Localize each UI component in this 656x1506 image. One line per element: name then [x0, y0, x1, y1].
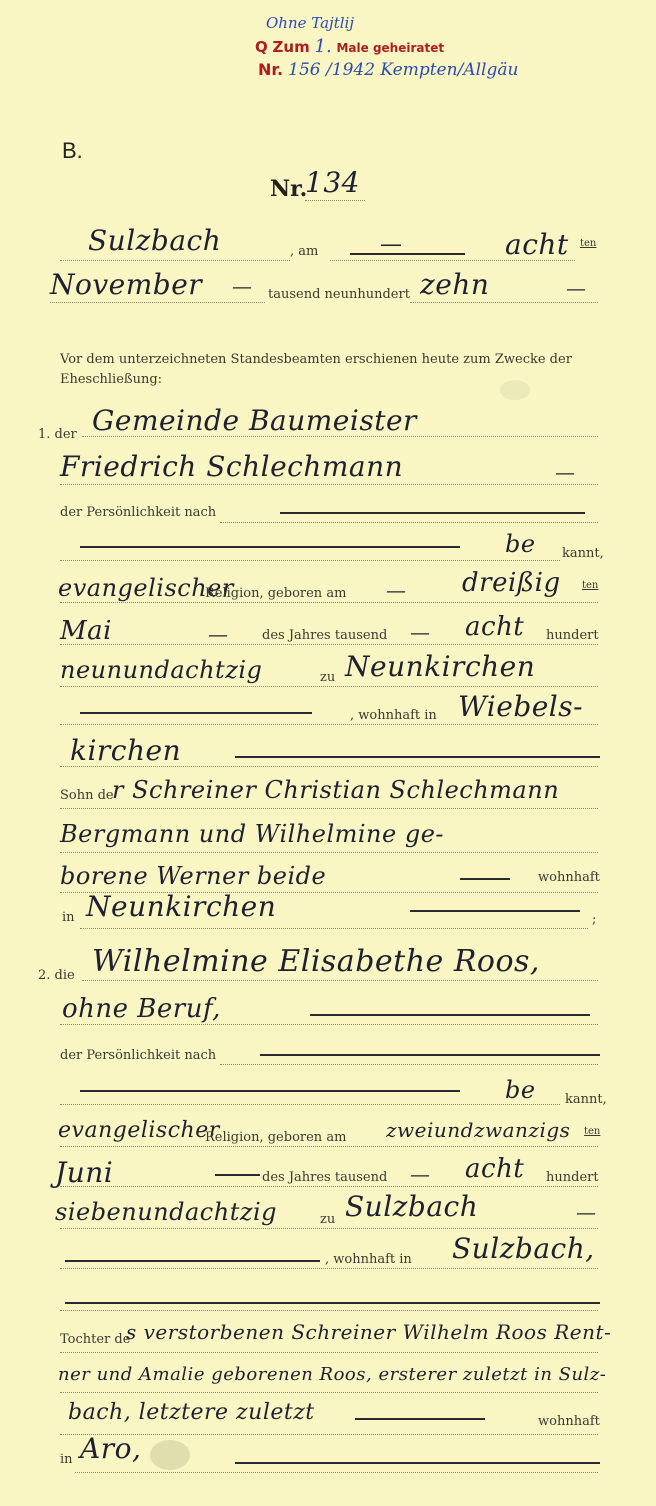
- stamp-prefix: Q: [255, 38, 268, 56]
- groom-occupation: Gemeinde Baumeister: [92, 404, 417, 437]
- blank-rule: [80, 546, 460, 548]
- blank-rule: [65, 1302, 600, 1304]
- place: Sulzbach: [88, 224, 222, 257]
- bride-year-dash: —: [410, 1162, 431, 1186]
- groom-hundert-label: hundert: [546, 628, 599, 643]
- bride-residence: Sulzbach,: [452, 1232, 595, 1265]
- day-dash: —: [380, 232, 403, 257]
- groom-end-semicolon: ;: [592, 912, 597, 927]
- groom-residence-label: , wohnhaft in: [350, 708, 437, 723]
- blank-rule: [410, 910, 580, 912]
- groom-month-dash: —: [208, 622, 229, 646]
- bride-name: Wilhelmine Elisabethe Roos,: [92, 944, 540, 979]
- am-label: , am: [290, 244, 319, 259]
- stamp-number: 1.: [314, 36, 332, 57]
- dotted-line: [60, 1024, 598, 1025]
- year-value: zehn: [420, 268, 490, 301]
- blank-rule: [310, 1014, 590, 1016]
- groom-year-label: des Jahres tausend: [262, 628, 388, 643]
- groom-birth-year: neunundachtzig: [60, 656, 263, 684]
- record-number-value: 134: [305, 166, 360, 199]
- blank-rule: [80, 712, 312, 714]
- bride-hundert-label: hundert: [546, 1170, 599, 1185]
- dotted-line: [82, 436, 598, 437]
- blank-rule: [280, 512, 585, 514]
- dotted-line: [60, 686, 598, 687]
- dotted-line: [60, 1352, 598, 1353]
- dotted-line: [60, 260, 290, 261]
- groom-identity-label: der Persönlichkeit nach: [60, 505, 217, 520]
- groom-residence-2: kirchen: [70, 734, 182, 767]
- bride-in-label: in: [60, 1452, 73, 1467]
- groom-name-dash: —: [555, 460, 576, 484]
- bride-birth-ten: ten: [584, 1126, 601, 1137]
- dotted-line: [60, 1228, 598, 1229]
- bride-parents-3: bach, letztere zuletzt: [68, 1400, 315, 1425]
- groom-zu-label: zu: [320, 670, 336, 685]
- dotted-line: [60, 1186, 598, 1187]
- dotted-line: [60, 602, 598, 603]
- bride-year-label: des Jahres tausend: [262, 1170, 388, 1185]
- blank-rule: [260, 1054, 600, 1056]
- groom-birth-day: dreißig: [462, 568, 561, 598]
- blank-rule: [460, 878, 510, 880]
- dotted-line: [305, 200, 365, 201]
- groom-religion-label: Religion, geboren am: [205, 586, 347, 601]
- groom-birthplace: Neunkirchen: [345, 650, 536, 683]
- groom-number: 1. der: [38, 427, 77, 442]
- groom-parents-wohnhaft: wohnhaft: [538, 870, 600, 885]
- paper-stain: [500, 380, 530, 400]
- stamp-nr: Nr.: [258, 60, 284, 79]
- bride-parents-place: Aro,: [80, 1432, 142, 1465]
- dotted-line: [60, 1104, 560, 1105]
- dotted-line: [82, 980, 598, 981]
- year-label: tausend neunhundert: [268, 287, 410, 302]
- groom-parents-2: Bergmann und Wilhelmine ge-: [60, 820, 445, 848]
- dotted-line: [60, 644, 598, 645]
- dotted-line: [330, 260, 575, 261]
- bride-birthplace-dash: —: [576, 1200, 597, 1224]
- groom-parents-place: Neunkirchen: [86, 890, 277, 923]
- blank-rule: [350, 253, 465, 255]
- blank-rule: [65, 1260, 320, 1262]
- groom-name: Friedrich Schlechmann: [60, 450, 404, 483]
- blank-rule: [355, 1418, 485, 1420]
- groom-birth-dash: —: [386, 578, 407, 602]
- groom-parents-3: borene Werner beide: [60, 862, 327, 890]
- groom-religion: evangelischer: [58, 574, 234, 602]
- bride-birth-year: siebenundachtzig: [55, 1198, 278, 1226]
- year-dash: —: [232, 274, 253, 298]
- dotted-line: [220, 522, 598, 523]
- blank-rule: [235, 1462, 600, 1464]
- blank-rule: [215, 1174, 260, 1176]
- bride-religion: evangelischer: [58, 1118, 220, 1143]
- dotted-line: [75, 1472, 598, 1473]
- record-number-label: Nr.: [270, 176, 308, 202]
- groom-birth-month: Mai: [60, 616, 112, 646]
- stamp-line2: [255, 36, 444, 57]
- bride-known-label: kannt,: [565, 1092, 607, 1107]
- bride-parents-wohnhaft: wohnhaft: [538, 1414, 600, 1429]
- bride-zu-label: zu: [320, 1212, 336, 1227]
- blank-rule: [80, 1090, 460, 1092]
- bride-occupation: ohne Beruf,: [62, 994, 221, 1024]
- dotted-line: [60, 766, 598, 767]
- dotted-line: [60, 1310, 598, 1311]
- bride-known-hand: be: [505, 1076, 536, 1104]
- groom-residence-1: Wiebels-: [458, 690, 584, 723]
- bride-parents-1: s verstorbenen Schreiner Wilhelm Roos Rent-: [126, 1320, 612, 1344]
- stamp-register: 156 /1942 Kempten/Allgäu: [288, 60, 519, 80]
- dotted-line: [60, 1392, 598, 1393]
- groom-known-hand: be: [505, 530, 536, 558]
- dotted-line: [60, 852, 598, 853]
- bride-birth-month: Juni: [55, 1156, 114, 1189]
- groom-year-dash: —: [410, 620, 431, 644]
- dotted-line: [60, 1146, 598, 1147]
- groom-son-label: Sohn de: [60, 788, 114, 803]
- intro-line2: Eheschließung:: [60, 372, 163, 387]
- dotted-line: [60, 724, 598, 725]
- bride-birthplace: Sulzbach: [345, 1190, 479, 1223]
- bride-residence-label: , wohnhaft in: [325, 1252, 412, 1267]
- dotted-line: [50, 302, 265, 303]
- stamp-geheiratet: Male geheiratet: [336, 41, 445, 55]
- stamp-line1: Ohne Tajtlij: [266, 14, 354, 32]
- paper-stain: [150, 1440, 190, 1470]
- groom-birth-century: acht: [465, 612, 525, 642]
- bride-identity-label: der Persönlichkeit nach: [60, 1048, 217, 1063]
- bride-number: 2. die: [38, 968, 75, 983]
- dotted-line: [60, 808, 598, 809]
- day: acht: [505, 228, 569, 261]
- dotted-line: [410, 302, 598, 303]
- stamp-zum: Zum: [272, 38, 310, 56]
- bride-daughter-label: Tochter de: [60, 1332, 131, 1347]
- groom-birth-ten: ten: [582, 580, 599, 591]
- dotted-line: [60, 484, 598, 485]
- bride-religion-label: Religion, geboren am: [205, 1130, 347, 1145]
- groom-in-label: in: [62, 910, 75, 925]
- month: November: [50, 268, 203, 301]
- blank-rule: [235, 756, 600, 758]
- groom-parents-1: r Schreiner Christian Schlechmann: [112, 776, 560, 804]
- dotted-line: [60, 560, 560, 561]
- groom-known-label: kannt,: [562, 546, 604, 561]
- stamp-line3: [258, 60, 518, 80]
- bride-birth-century: acht: [465, 1154, 525, 1184]
- ten-suffix: ten: [580, 238, 597, 249]
- dotted-line: [220, 1064, 598, 1065]
- dotted-line: [60, 1268, 598, 1269]
- section-letter: B.: [62, 138, 83, 163]
- bride-birth-day: zweiundzwanzigs: [386, 1118, 571, 1142]
- intro-line1: Vor dem unterzeichneten Standesbeamten erschienen heute zum Zwecke der: [60, 352, 572, 367]
- dotted-line: [80, 928, 588, 929]
- bride-parents-2: ner und Amalie geborenen Roos, ersterer zuletzt in Sulz-: [58, 1364, 607, 1385]
- year-end-dash: —: [566, 276, 587, 300]
